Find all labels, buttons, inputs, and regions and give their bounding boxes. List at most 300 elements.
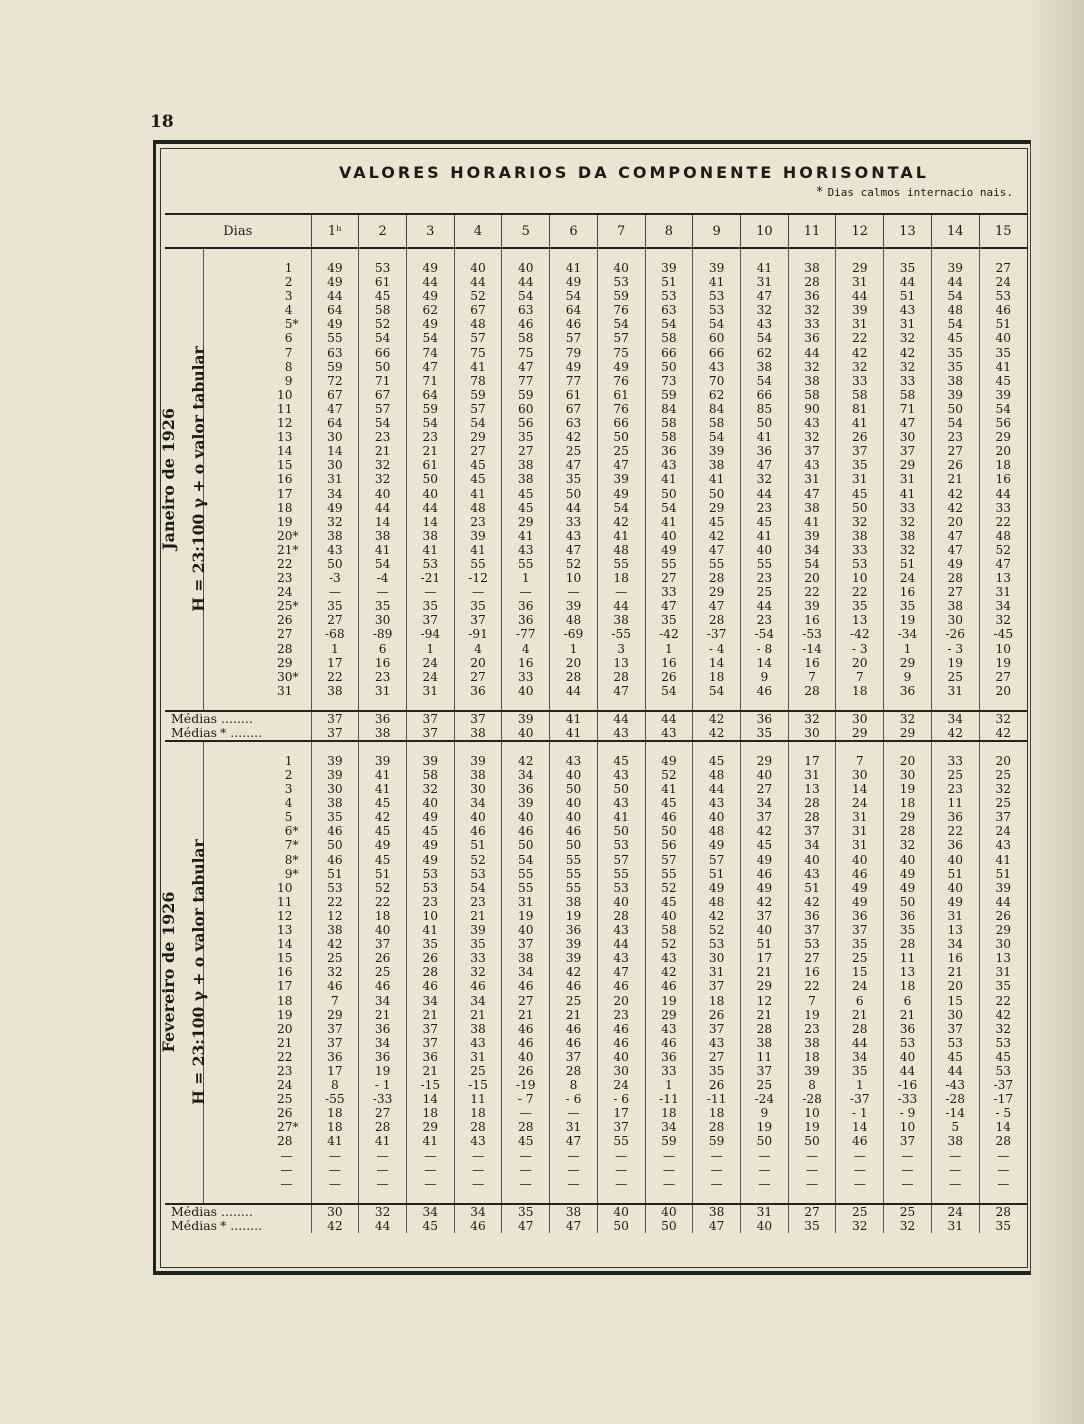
value-cell: — bbox=[740, 1149, 788, 1163]
value-cell: 50 bbox=[645, 824, 693, 838]
value-cell: 30 bbox=[454, 782, 502, 796]
day-number: 11 bbox=[277, 401, 293, 416]
formula-label: H = 23:100 γ + o valor tabular bbox=[188, 346, 208, 613]
value-cell: 30 bbox=[693, 951, 741, 965]
value-cell: — bbox=[931, 1163, 979, 1177]
medias-value: 34 bbox=[931, 711, 979, 726]
value-cell: 23 bbox=[359, 430, 407, 444]
day-cell bbox=[203, 867, 311, 881]
value-cell: 16 bbox=[788, 965, 836, 979]
value-cell: 16 bbox=[788, 656, 836, 670]
medias-value: 34 bbox=[454, 1204, 502, 1219]
value-cell: 51 bbox=[740, 937, 788, 951]
value-cell: 76 bbox=[597, 402, 645, 416]
medias-value: 25 bbox=[884, 1204, 932, 1219]
value-cell: 20 bbox=[995, 753, 1012, 768]
value-cell: 47 bbox=[788, 487, 836, 501]
day-number: 28 bbox=[277, 641, 293, 656]
value-cell: 18 bbox=[359, 909, 407, 923]
medias-value: 42 bbox=[693, 711, 741, 726]
medias-value: 41 bbox=[550, 726, 598, 741]
value-cell: 25 bbox=[359, 965, 407, 979]
value-cell: 45 bbox=[359, 824, 407, 838]
value-cell: 72 bbox=[311, 374, 359, 388]
value-cell: 31 bbox=[836, 810, 884, 824]
value-cell: 48 bbox=[454, 317, 502, 331]
value-cell: 49 bbox=[311, 261, 359, 275]
day-cell bbox=[203, 1008, 311, 1022]
value-cell: 35 bbox=[836, 599, 884, 613]
value-cell: 49 bbox=[931, 557, 979, 571]
value-cell: 62 bbox=[693, 388, 741, 402]
value-cell: 57 bbox=[597, 853, 645, 867]
value-cell: — bbox=[645, 1149, 693, 1163]
value-cell: -55 bbox=[311, 1092, 359, 1106]
table-row bbox=[165, 1078, 1027, 1092]
value-cell: 14 bbox=[836, 1120, 884, 1134]
value-cell: 33 bbox=[502, 670, 550, 684]
value-cell: — bbox=[645, 1177, 693, 1191]
value-cell: 36 bbox=[884, 909, 932, 923]
table-row bbox=[165, 881, 1027, 895]
day-number: 2 bbox=[284, 768, 293, 782]
value-cell: 35 bbox=[836, 937, 884, 951]
value-cell: 50 bbox=[693, 487, 741, 501]
value-cell: 55 bbox=[597, 557, 645, 571]
value-cell: -45 bbox=[993, 627, 1014, 642]
value-cell: 58 bbox=[788, 388, 836, 402]
value-cell: -26 bbox=[931, 627, 979, 641]
day-cell bbox=[203, 317, 311, 331]
value-cell: 49 bbox=[884, 867, 932, 881]
value-cell: 42 bbox=[550, 430, 598, 444]
value-cell: 47 bbox=[740, 458, 788, 472]
month-label-rotated bbox=[154, 840, 214, 1105]
value-cell: 37 bbox=[693, 1022, 741, 1036]
header-hour: 12 bbox=[836, 214, 884, 248]
day-number: 17 bbox=[277, 486, 293, 501]
calm-mark-icon: * bbox=[292, 528, 299, 543]
value-cell: 49 bbox=[740, 853, 788, 867]
value-cell: 49 bbox=[884, 881, 932, 895]
value-cell: 54 bbox=[740, 374, 788, 388]
value-cell: 58 bbox=[645, 923, 693, 937]
day-cell bbox=[203, 331, 311, 345]
value-cell: 19 bbox=[788, 1120, 836, 1134]
value-cell: 25 bbox=[931, 768, 979, 782]
value-cell: -19 bbox=[502, 1078, 550, 1092]
value-cell: 42 bbox=[995, 1007, 1012, 1022]
day-cell bbox=[203, 1149, 311, 1163]
value-cell: 81 bbox=[836, 402, 884, 416]
medias-value: 30 bbox=[788, 726, 836, 741]
value-cell: 38 bbox=[550, 895, 598, 909]
day-number: 4 bbox=[284, 303, 293, 318]
value-cell: -34 bbox=[884, 627, 932, 641]
value-cell: 42 bbox=[502, 754, 550, 768]
value-cell: 39 bbox=[454, 529, 502, 543]
value-cell: 9 bbox=[884, 670, 932, 684]
value-cell: 37 bbox=[788, 824, 836, 838]
value-cell: 29 bbox=[693, 585, 741, 599]
value-cell: - 6 bbox=[550, 1092, 598, 1106]
value-cell: 63 bbox=[502, 303, 550, 317]
value-cell: 19 bbox=[884, 782, 932, 796]
calm-mark-icon: * bbox=[292, 866, 299, 881]
medias-value: 44 bbox=[645, 711, 693, 726]
value-cell: 49 bbox=[693, 881, 741, 895]
value-cell: 34 bbox=[788, 543, 836, 557]
day-cell bbox=[203, 810, 311, 824]
value-cell: 49 bbox=[597, 487, 645, 501]
value-cell: - 4 bbox=[693, 642, 741, 656]
value-cell: 10 bbox=[406, 909, 454, 923]
value-cell: 64 bbox=[550, 303, 598, 317]
value-cell: 9 bbox=[740, 1106, 788, 1120]
medias-value: 29 bbox=[836, 726, 884, 741]
day-cell bbox=[203, 994, 311, 1008]
value-cell: 39 bbox=[788, 529, 836, 543]
value-cell: — bbox=[788, 1149, 836, 1163]
value-cell: 20 bbox=[931, 515, 979, 529]
medias-label bbox=[165, 1219, 311, 1233]
value-cell: 40 bbox=[597, 1050, 645, 1064]
value-cell: -28 bbox=[931, 1092, 979, 1106]
value-cell: 59 bbox=[454, 388, 502, 402]
value-cell: 50 bbox=[550, 487, 598, 501]
day-cell bbox=[203, 965, 311, 979]
day-cell bbox=[203, 642, 311, 656]
day-number: 28 bbox=[277, 1134, 293, 1149]
value-cell: 31 bbox=[359, 684, 407, 698]
value-cell: 39 bbox=[836, 303, 884, 317]
value-cell: 37 bbox=[740, 810, 788, 824]
day-cell bbox=[203, 782, 311, 796]
day-cell bbox=[203, 1177, 311, 1191]
value-cell: - 3 bbox=[836, 642, 884, 656]
value-cell: 57 bbox=[645, 853, 693, 867]
value-cell: — bbox=[597, 585, 645, 599]
table-row bbox=[165, 275, 1027, 289]
value-cell: 31 bbox=[311, 472, 359, 486]
value-cell: — bbox=[454, 1149, 502, 1163]
value-cell: 36 bbox=[740, 444, 788, 458]
table-row bbox=[165, 796, 1027, 810]
value-cell: — bbox=[740, 1163, 788, 1177]
day-number: 4 bbox=[284, 796, 293, 811]
medias-value: 50 bbox=[597, 1219, 645, 1233]
value-cell: 51 bbox=[359, 867, 407, 881]
value-cell: 27 bbox=[502, 444, 550, 458]
value-cell: 50 bbox=[836, 501, 884, 515]
medias-value: 42 bbox=[931, 726, 979, 741]
table-row bbox=[165, 1036, 1027, 1050]
value-cell: 46 bbox=[740, 684, 788, 698]
day-number: 21 bbox=[277, 542, 293, 557]
medias-value: 40 bbox=[740, 1219, 788, 1233]
value-cell: 14 bbox=[406, 1092, 454, 1106]
day-cell bbox=[203, 1064, 311, 1078]
value-cell: 33 bbox=[931, 754, 979, 768]
value-cell: 36 bbox=[502, 782, 550, 796]
value-cell: 23 bbox=[931, 782, 979, 796]
value-cell: 54 bbox=[359, 416, 407, 430]
value-cell: 18 bbox=[311, 1120, 359, 1134]
value-cell: 32 bbox=[311, 515, 359, 529]
value-cell: 31 bbox=[454, 1050, 502, 1064]
value-cell: 41 bbox=[740, 529, 788, 543]
value-cell: 21 bbox=[359, 1008, 407, 1022]
medias-value: 44 bbox=[359, 1219, 407, 1233]
day-number: 9 bbox=[284, 373, 293, 388]
value-cell: 36 bbox=[454, 684, 502, 698]
value-cell: — bbox=[406, 585, 454, 599]
value-cell: 16 bbox=[788, 613, 836, 627]
value-cell: 23 bbox=[740, 501, 788, 515]
value-cell: -11 bbox=[693, 1092, 741, 1106]
value-cell: 33 bbox=[550, 515, 598, 529]
value-cell: 42 bbox=[740, 895, 788, 909]
table-row bbox=[165, 909, 1027, 923]
value-cell: 31 bbox=[995, 585, 1012, 600]
value-cell: 38 bbox=[788, 501, 836, 515]
table-row bbox=[165, 994, 1027, 1008]
value-cell: 28 bbox=[884, 824, 932, 838]
value-cell: 17 bbox=[311, 656, 359, 670]
medias-value: 37 bbox=[311, 711, 359, 726]
value-cell: 37 bbox=[740, 1064, 788, 1078]
value-cell: 24 bbox=[406, 670, 454, 684]
value-cell: 70 bbox=[693, 374, 741, 388]
value-cell: 28 bbox=[693, 1120, 741, 1134]
value-cell: — bbox=[693, 1163, 741, 1177]
table-row bbox=[165, 656, 1027, 670]
value-cell: 35 bbox=[693, 1064, 741, 1078]
value-cell: 51 bbox=[884, 289, 932, 303]
value-cell: 6 bbox=[836, 994, 884, 1008]
table-row bbox=[165, 1092, 1027, 1106]
value-cell: 29 bbox=[740, 979, 788, 993]
value-cell: 57 bbox=[454, 402, 502, 416]
value-cell: — bbox=[997, 1162, 1010, 1177]
value-cell: 48 bbox=[931, 303, 979, 317]
value-cell: 4 bbox=[502, 642, 550, 656]
value-cell: — bbox=[550, 1163, 598, 1177]
value-cell: 18 bbox=[884, 979, 932, 993]
value-cell: 13 bbox=[884, 965, 932, 979]
value-cell: 67 bbox=[359, 388, 407, 402]
value-cell: — bbox=[836, 1149, 884, 1163]
value-cell: 42 bbox=[931, 501, 979, 515]
value-cell: 63 bbox=[550, 416, 598, 430]
value-cell: 54 bbox=[995, 401, 1012, 416]
medias-value: 31 bbox=[740, 1204, 788, 1219]
value-cell: 29 bbox=[454, 430, 502, 444]
value-cell: 48 bbox=[693, 824, 741, 838]
value-cell: 18 bbox=[995, 458, 1012, 473]
value-cell: 11 bbox=[931, 796, 979, 810]
value-cell: 49 bbox=[311, 275, 359, 289]
value-cell: 1 bbox=[836, 1078, 884, 1092]
value-cell: 73 bbox=[645, 374, 693, 388]
value-cell: 31 bbox=[502, 895, 550, 909]
value-cell: 59 bbox=[502, 388, 550, 402]
value-cell: 36 bbox=[788, 909, 836, 923]
value-cell: 48 bbox=[693, 895, 741, 909]
value-cell: 28 bbox=[550, 670, 598, 684]
value-cell: 41 bbox=[454, 543, 502, 557]
medias-value: 37 bbox=[454, 711, 502, 726]
header-hour: 11 bbox=[788, 214, 836, 248]
medias-row bbox=[165, 1204, 1027, 1219]
value-cell: 34 bbox=[454, 796, 502, 810]
value-cell: 35 bbox=[311, 599, 359, 613]
value-cell: 57 bbox=[550, 331, 598, 345]
day-number: 1 bbox=[284, 753, 293, 768]
value-cell: 46 bbox=[597, 979, 645, 993]
value-cell: 41 bbox=[311, 1134, 359, 1148]
table-row bbox=[165, 360, 1027, 374]
value-cell: 17 bbox=[597, 1106, 645, 1120]
value-cell: 18 bbox=[836, 684, 884, 698]
value-cell: 43 bbox=[597, 796, 645, 810]
day-cell bbox=[203, 515, 311, 529]
value-cell: 29 bbox=[836, 261, 884, 275]
value-cell: 49 bbox=[406, 317, 454, 331]
medias-value: 29 bbox=[884, 726, 932, 741]
value-cell: — bbox=[836, 1163, 884, 1177]
medias-value: 34 bbox=[406, 1204, 454, 1219]
value-cell: 13 bbox=[788, 782, 836, 796]
value-cell: 54 bbox=[693, 430, 741, 444]
table-row bbox=[165, 571, 1027, 585]
table-row bbox=[165, 388, 1027, 402]
value-cell: 55 bbox=[693, 557, 741, 571]
value-cell: 47 bbox=[550, 458, 598, 472]
value-cell: 44 bbox=[740, 599, 788, 613]
value-cell: 27 bbox=[693, 1050, 741, 1064]
value-cell: 42 bbox=[931, 487, 979, 501]
value-cell: 58 bbox=[693, 416, 741, 430]
value-cell: 44 bbox=[836, 289, 884, 303]
value-cell: 20 bbox=[550, 656, 598, 670]
value-cell: 47 bbox=[311, 402, 359, 416]
value-cell: 38 bbox=[502, 472, 550, 486]
day-cell bbox=[203, 557, 311, 571]
value-cell: 38 bbox=[931, 599, 979, 613]
table-row bbox=[165, 1008, 1027, 1022]
value-cell: 54 bbox=[693, 317, 741, 331]
value-cell: 31 bbox=[836, 275, 884, 289]
value-cell: 46 bbox=[597, 1036, 645, 1050]
table-row bbox=[165, 627, 1027, 641]
value-cell: 58 bbox=[645, 430, 693, 444]
value-cell: 35 bbox=[931, 360, 979, 374]
value-cell: 46 bbox=[597, 1022, 645, 1036]
value-cell: 20 bbox=[454, 656, 502, 670]
value-cell: — bbox=[406, 1177, 454, 1191]
value-cell: 32 bbox=[836, 515, 884, 529]
medias-value: 42 bbox=[693, 726, 741, 741]
value-cell: 28 bbox=[788, 810, 836, 824]
value-cell: 38 bbox=[931, 1134, 979, 1148]
value-cell: 27 bbox=[502, 994, 550, 1008]
value-cell: 41 bbox=[359, 768, 407, 782]
value-cell: 32 bbox=[359, 458, 407, 472]
day-number: 18 bbox=[277, 500, 293, 515]
day-number: 24 bbox=[277, 1078, 293, 1093]
value-cell: -12 bbox=[454, 571, 502, 585]
value-cell: 49 bbox=[550, 360, 598, 374]
value-cell: 24 bbox=[995, 275, 1012, 290]
day-number: 25 bbox=[277, 599, 293, 614]
section-spacer bbox=[165, 248, 1027, 261]
value-cell: 16 bbox=[645, 656, 693, 670]
value-cell: 19 bbox=[740, 1120, 788, 1134]
value-cell: 20 bbox=[884, 754, 932, 768]
value-cell: 14 bbox=[693, 656, 741, 670]
medias-value: 40 bbox=[597, 1204, 645, 1219]
value-cell: 17 bbox=[740, 951, 788, 965]
value-cell: 43 bbox=[645, 1022, 693, 1036]
value-cell: 1 bbox=[645, 1078, 693, 1092]
value-cell: 19 bbox=[502, 909, 550, 923]
value-cell: 1 bbox=[502, 571, 550, 585]
medias-value: 36 bbox=[359, 711, 407, 726]
day-cell bbox=[203, 571, 311, 585]
medias-value: 30 bbox=[836, 711, 884, 726]
value-cell: 49 bbox=[693, 838, 741, 852]
value-cell: 35 bbox=[550, 472, 598, 486]
value-cell: 43 bbox=[740, 317, 788, 331]
month-side-label bbox=[158, 741, 208, 1204]
value-cell: 42 bbox=[311, 937, 359, 951]
value-cell: 18 bbox=[406, 1106, 454, 1120]
value-cell: 44 bbox=[454, 275, 502, 289]
value-cell: 8 bbox=[788, 1078, 836, 1092]
value-cell: — bbox=[884, 1177, 932, 1191]
value-cell: 38 bbox=[311, 796, 359, 810]
value-cell: 27 bbox=[995, 669, 1012, 684]
value-cell: 59 bbox=[597, 289, 645, 303]
value-cell: 27 bbox=[740, 782, 788, 796]
value-cell: 50 bbox=[550, 782, 598, 796]
value-cell: 64 bbox=[311, 416, 359, 430]
value-cell: 10 bbox=[995, 641, 1012, 656]
day-cell bbox=[203, 1078, 311, 1092]
value-cell: 43 bbox=[788, 867, 836, 881]
value-cell: 7 bbox=[788, 994, 836, 1008]
day-number: 2 bbox=[284, 275, 293, 290]
value-cell: 44 bbox=[995, 894, 1012, 909]
value-cell: 28 bbox=[406, 965, 454, 979]
value-cell: 43 bbox=[995, 838, 1012, 853]
value-cell: 45 bbox=[931, 1050, 979, 1064]
value-cell: 25 bbox=[740, 585, 788, 599]
calm-days-note-text: Dias calmos internacio nais. bbox=[827, 186, 1013, 199]
value-cell: 28 bbox=[788, 275, 836, 289]
value-cell: 50 bbox=[502, 838, 550, 852]
header-hour: 3 bbox=[406, 214, 454, 248]
calm-mark-icon: * bbox=[292, 838, 299, 853]
value-cell: 13 bbox=[597, 656, 645, 670]
value-cell: 35 bbox=[454, 599, 502, 613]
value-cell: 43 bbox=[550, 529, 598, 543]
value-cell: 46 bbox=[550, 317, 598, 331]
table-inner-border bbox=[160, 148, 1028, 1268]
value-cell: 21 bbox=[406, 444, 454, 458]
value-cell: — bbox=[359, 1177, 407, 1191]
